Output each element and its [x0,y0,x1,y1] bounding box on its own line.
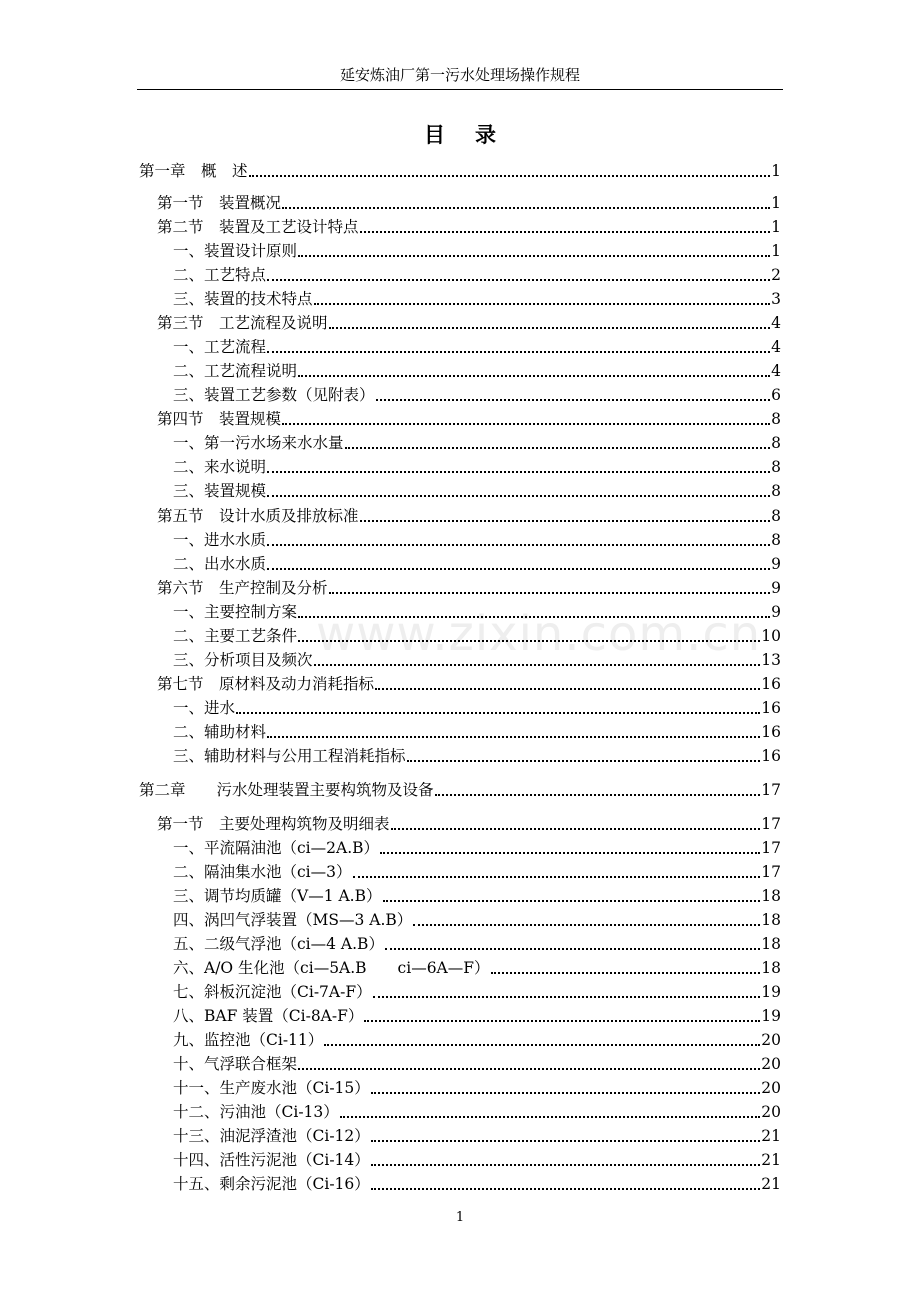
dot-leader [282,205,770,209]
dot-leader [413,922,760,926]
toc-item [173,1101,781,1123]
toc-entry-page: 17 [761,863,781,881]
toc-entry-page: 8 [771,434,781,452]
toc-item [173,456,781,478]
dot-leader [329,325,771,329]
toc-entry-title: 八、BAF 装置（Ci-8A-F） [173,1007,364,1025]
dot-leader [345,445,771,449]
page-number: 1 [455,1210,465,1225]
toc-entry-title: 九、监控池（Ci-11） [173,1031,324,1049]
toc-entry-page: 4 [771,338,781,356]
toc-item [173,553,781,575]
dot-leader [364,1018,760,1022]
dot-leader [360,229,771,233]
toc-entry-page: 8 [771,507,781,525]
toc-entry-title: 三、分析项目及频次 [173,651,313,669]
dot-leader [329,590,771,594]
toc-item [173,957,781,979]
toc-entry-title: 一、主要控制方案 [173,603,298,621]
dot-leader [371,1186,760,1190]
dot-leader [391,826,761,830]
toc-entry-page: 18 [761,911,781,929]
toc-entry-page: 8 [771,410,781,428]
toc-section [157,673,781,695]
toc-item [173,1005,781,1027]
toc-entry-title: 六、A/O 生化池（ci—5A.B ci—6A—F） [173,959,490,977]
toc-section [157,505,781,527]
dot-leader [298,373,770,377]
toc-entry-title: 第五节 设计水质及排放标准 [157,507,359,525]
toc-entry-page: 19 [761,1007,781,1025]
toc-item [173,909,781,931]
toc-entry-title: 二、来水说明 [173,458,267,476]
toc-item [173,1173,781,1195]
toc-entry-page: 16 [761,675,781,693]
toc-entry-title: 第一节 主要处理构筑物及明细表 [157,815,390,833]
dot-leader [491,970,761,974]
toc-entry-page: 16 [761,747,781,765]
toc-section [157,813,781,835]
toc-entry-title: 三、调节均质罐（V—1 A.B） [173,887,382,905]
toc-entry-page: 16 [761,699,781,717]
dot-leader [371,1138,760,1142]
toc-item [173,1077,781,1099]
toc-entry-page: 18 [761,887,781,905]
dot-leader [375,686,760,690]
toc-entry-page: 10 [761,627,781,645]
toc-entry-page: 3 [771,290,781,308]
dot-leader [385,946,760,950]
toc-entry-page: 19 [761,983,781,1001]
toc-entry-title: 第三节 工艺流程及说明 [157,314,328,332]
dot-leader [282,421,770,425]
dot-leader [380,850,760,854]
toc-chapter [139,779,781,801]
dot-leader [267,469,770,473]
toc-entry-title: 七、斜板沉淀池（Ci-7A-F） [173,983,372,1001]
toc-section [157,408,781,430]
toc-entry-title: 三、装置的技术特点 [173,290,313,308]
toc-item [173,721,781,743]
toc-item [173,861,781,883]
toc-entry-title: 一、进水水质 [173,531,267,549]
toc-item [173,1125,781,1147]
running-header: 延安炼油厂第一污水处理场操作规程 [339,66,580,84]
toc-entry-page: 21 [761,1151,781,1169]
toc-item [173,264,781,286]
toc-entry-page: 16 [761,723,781,741]
toc-entry-title: 十二、污油池（Ci-13） [173,1103,339,1121]
toc-item [173,432,781,454]
toc-entry-page: 2 [771,266,781,284]
toc-entry-page: 20 [761,1103,781,1121]
toc-entry-title: 第六节 生产控制及分析 [157,579,328,597]
dot-leader [298,614,770,618]
toc-entry-page: 4 [771,314,781,332]
dot-leader [383,898,761,902]
toc-entry-title: 第七节 原材料及动力消耗指标 [157,675,375,693]
toc-entry-page: 9 [771,555,781,573]
toc-entry-title: 三、辅助材料与公用工程消耗指标 [173,747,406,765]
dot-leader [371,1090,760,1094]
toc-entry-page: 8 [771,482,781,500]
toc-entry-title: 一、工艺流程 [173,338,267,356]
toc-section [157,216,781,238]
toc-entry-page: 9 [771,579,781,597]
dot-leader [298,1066,760,1070]
dot-leader [376,397,771,401]
toc-entry-page: 9 [771,603,781,621]
dot-leader [324,1042,760,1046]
toc-entry-title: 二、出水水质 [173,555,267,573]
toc-item [173,1149,781,1171]
toc-entry-title: 二、隔油集水池（ci—3） [173,863,352,881]
toc-entry-title: 十一、生产废水池（Ci-15） [173,1079,370,1097]
dot-leader [314,301,771,305]
toc-entry-title: 五、二级气浮池（ci—4 A.B） [173,935,384,953]
toc-entry-page: 4 [771,362,781,380]
toc-entry-title: 一、装置设计原则 [173,242,298,260]
dot-leader [249,173,771,177]
toc-entry-page: 17 [761,781,781,799]
toc-entry-title: 第一章 概 述 [139,162,248,180]
toc-section [157,192,781,214]
toc-section [157,312,781,334]
toc-chapter [139,160,781,182]
toc-entry-title: 第四节 装置规模 [157,410,282,428]
toc-item [173,933,781,955]
toc-item [173,981,781,1003]
toc-entry-title: 二、工艺特点 [173,266,267,284]
toc-entry-page: 1 [771,218,781,236]
dot-leader [373,994,761,998]
dot-leader [267,277,770,281]
dot-leader [267,734,760,738]
toc-entry-title: 二、辅助材料 [173,723,267,741]
toc-entry-page: 20 [761,1079,781,1097]
toc-entry-page: 6 [771,386,781,404]
toc-item [173,529,781,551]
toc-item [173,697,781,719]
toc-entry-title: 十三、油泥浮渣池（Ci-12） [173,1127,370,1145]
toc-entry-page: 17 [761,839,781,857]
toc-entry-page: 17 [761,815,781,833]
page-title: 目录 [424,122,526,147]
toc-entry-page: 18 [761,959,781,977]
toc-entry-title: 一、进水 [173,699,236,717]
dot-leader [298,253,770,257]
dot-leader [236,710,760,714]
toc-item [173,885,781,907]
toc-item [173,480,781,502]
toc-entry-page: 1 [771,162,781,180]
dot-leader [314,662,761,666]
toc-entry-page: 8 [771,458,781,476]
toc-item [173,240,781,262]
toc-entry-title: 第二章 污水处理装置主要构筑物及设备 [139,781,434,799]
dot-leader [267,566,770,570]
dot-leader [267,493,770,497]
toc-entry-page: 13 [761,651,781,669]
toc-entry-page: 8 [771,531,781,549]
toc-entry-title: 十四、活性污泥池（Ci-14） [173,1151,370,1169]
dot-leader [298,638,760,642]
toc-entry-page: 18 [761,935,781,953]
toc-item [173,601,781,623]
toc-entry-page: 20 [761,1031,781,1049]
toc-entry-title: 二、工艺流程说明 [173,362,298,380]
toc-entry-title: 十、气浮联合框架 [173,1055,298,1073]
toc-item [173,837,781,859]
toc-entry-page: 20 [761,1055,781,1073]
toc-entry-title: 一、平流隔油池（ci—2A.B） [173,839,380,857]
toc-entry-page: 1 [771,242,781,260]
toc-section [157,577,781,599]
dot-leader [371,1162,760,1166]
toc-entry-title: 一、第一污水场来水水量 [173,434,344,452]
dot-leader [360,518,771,522]
toc-entry-title: 第一节 装置概况 [157,194,282,212]
toc-entry-title: 三、装置工艺参数（见附表） [173,386,375,404]
toc-item [173,649,781,671]
toc-item [173,1029,781,1051]
toc-entry-page: 21 [761,1127,781,1145]
dot-leader [340,1114,760,1118]
toc-item [173,360,781,382]
toc-entry-title: 第二节 装置及工艺设计特点 [157,218,359,236]
dot-leader [267,542,770,546]
toc-item [173,745,781,767]
toc-entry-title: 三、装置规模 [173,482,267,500]
toc-item [173,384,781,406]
dot-leader [407,758,761,762]
toc-item [173,1053,781,1075]
dot-leader [353,874,761,878]
toc-item [173,625,781,647]
toc-entry-title: 十五、剩余污泥池（Ci-16） [173,1175,370,1193]
dot-leader [267,349,770,353]
toc-entry-page: 21 [761,1175,781,1193]
toc-entry-title: 二、主要工艺条件 [173,627,298,645]
watermark: www.zixin.com.cn [316,606,762,662]
toc-entry-page: 1 [771,194,781,212]
toc-item [173,336,781,358]
dot-leader [435,792,761,796]
toc-entry-title: 四、涡凹气浮装置（MS—3 A.B） [173,911,413,929]
toc-item [173,288,781,310]
